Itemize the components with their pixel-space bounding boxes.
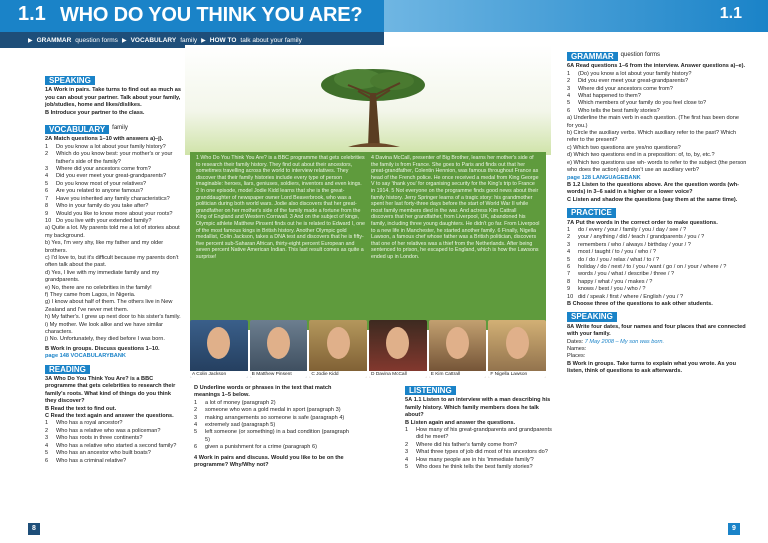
aim-vocab: VOCABULARY [130, 36, 177, 44]
list-item: b) Yes, I'm very shy, like my father and my older brothers. [45, 240, 164, 254]
q-6c-text: Listen and shadow the questions (say them at the same time). [572, 196, 738, 203]
page-number-right: 9 [728, 523, 740, 535]
vocabulary-bank-link[interactable]: page 148 VOCABULARYBANK [45, 353, 126, 360]
list-item: 3 What three types of job did most of his ancestors do? [405, 449, 548, 456]
list-item: 2 Did you ever meet your great-grandparents? [567, 78, 689, 85]
list-item: h) My father's. I grew up next door to his sister's family. [45, 314, 181, 321]
q-8a-text: Write four dates, four names and four places that are connected with your family. [567, 323, 746, 338]
unit-number: 1.1 [18, 3, 46, 25]
list-item: 9 Would you like to know more about your roots? [45, 210, 173, 217]
list-item: c) Which two questions are yes/no questions? [567, 144, 681, 151]
photo-kim-cattrall: E Kim Cattrall [429, 320, 487, 378]
article-column-2: 4 Davina McCall, presenter of Big Brother, learns her mother's side of the family is from France. She goes to Paris and finds out that her great-grandfather, Colentin Hennion, was famous throughout France as head of the French police. He once received a medal from King George V to say 'thank you' for organising security for the King's trip to France in 1914. 5 Not everyone on the programme finds good news about their family history. Jerry Springer learns of a tragic story: his grandmother spent her last forty-three days before the start of World War II while most family members died in the war. And actress Kim Cattrall discovers that her grandfather, from Liverpool, UK, abandoned his family, including three young daughters. He didn't go far. From Liverpool to a new life in Manchester, he started another family. 6 Finally, Nigella Lawson, a famous chef whose father was a British politician, discovers that one of her relatives was a thief from the Netherlands. After being sentenced to prison, he escaped to England, which is how the Lawsons ended up in London. [371, 155, 540, 260]
q-5b: B [405, 419, 410, 426]
language-bank-link[interactable]: page 128 LANGUAGEBANK [567, 174, 641, 181]
aim-vocab-sub: family [180, 36, 198, 44]
q-2b-text: Work in groups. Discuss questions 1–10. [50, 345, 160, 352]
list-item: d) Yes, I live with my immediate family and my grandparents. [45, 269, 160, 284]
q-6b-text: 1.2 Listen to the questions above. Are the question words (wh- words) in 3–6 said in a higher or a lower voice? [567, 181, 739, 196]
list-item: 2 Who has a relative who was a policeman? [45, 427, 161, 434]
title-banner-right [384, 0, 768, 32]
list-item: 10 Do you live with your extended family? [45, 217, 152, 224]
list-item: g) I know about half of them. The others live in New Zealand and I've never met them. [45, 299, 173, 313]
q-3a-text: Who Do You Think You Are? is a BBC programme that gets celebrities to research their family's roots. What kind of things do you think they discover? [45, 376, 176, 405]
page-title: WHO DO YOU THINK YOU ARE? [60, 4, 363, 26]
photo-colin-jackson: A Colin Jackson [190, 320, 248, 378]
list-item: 1 do / every / your / family / you / day / see / ? [567, 226, 687, 233]
list-item: 3 Where did your ancestors come from? [45, 166, 151, 173]
q-3c-text: Read the text again and answer the questions. [50, 413, 174, 420]
list-item: d) Which two questions end in a preposition: of, to, by, etc.? [567, 152, 715, 159]
aim-grammar-sub: question forms [75, 36, 118, 44]
q-3b: B [45, 405, 50, 412]
vocab-answer-list [45, 225, 183, 344]
article-text [190, 152, 546, 330]
list-item: 2 someone who won a gold medal in sport (paragraph 3) [194, 407, 341, 414]
list-item: 5 Do you know most of your relatives? [45, 180, 147, 187]
q-3d: D [194, 385, 199, 391]
q-1b: B [45, 109, 50, 116]
list-item: 1 Do you know a lot about your family history? [45, 143, 166, 150]
grammar-questions [567, 71, 747, 115]
list-item: 6 given a punishment for a crime (paragraph 6) [194, 444, 317, 451]
q-6b: B [567, 181, 572, 188]
list-item: 4 extremely sad (paragraph 5) [194, 422, 276, 429]
grammar-heading: GRAMMAR [567, 52, 618, 61]
family-tree-icon [318, 55, 428, 155]
q-6c: C [567, 196, 572, 203]
page-number-left: 8 [28, 523, 40, 535]
list-item: e) Which two questions use wh- words to refer to the subject (the person who does the action) and don't use an auxiliary verb? [567, 159, 747, 174]
photo-matthew-pinsent: B Matthew Pinsent [250, 320, 308, 378]
left-column [45, 72, 183, 465]
list-item: 1 (Do) you know a lot about your family history? [567, 70, 692, 77]
list-item: 4 How many people are in his 'immediate family'? [405, 456, 534, 463]
list-item: 2 Where did his father's family come from? [405, 441, 518, 448]
q-1a: 1A [45, 87, 53, 94]
grammar-sub: question forms [620, 52, 661, 58]
q-4: 4 [194, 454, 198, 461]
list-item: 1 How many of his great-grandparents and grandparents did he meet? [405, 427, 552, 441]
q-8a: 8A [567, 323, 575, 330]
q-2b: B [45, 345, 50, 352]
dates-label: Dates: [567, 338, 584, 345]
list-item: 1 a lot of money (paragraph 2) [194, 399, 276, 406]
q-3c: C [45, 413, 50, 420]
right-column [567, 48, 747, 376]
list-item: 7 Have you inherited any family characteristics? [45, 195, 170, 202]
reading-heading: READING [45, 365, 90, 374]
photo-jodie-kidd: C Jodie Kidd [309, 320, 367, 378]
q-2a: 2A [45, 136, 53, 143]
list-item: 2 Which do you know best: your mother's or your father's side of the family? [45, 151, 173, 165]
celebrity-photos [190, 320, 546, 378]
q-2a-text: Match questions 1–10 with answers a)–j). [53, 136, 164, 143]
list-item: 6 holiday / do / next / to / you / want / go / on / your / where / ? [567, 263, 727, 270]
list-item: 4 Did you ever meet your great-grandparents? [45, 173, 167, 180]
q-5a: 5A [405, 397, 413, 404]
practice-heading: PRACTICE [567, 208, 616, 217]
article-column-1: 1 Who Do You Think You Are? is a BBC programme that gets celebrities to research their family history. They find out about their ancestors, sometimes travelling across the world to interview relatives. They discover that their family histories include every type of person imaginable: heroes, liars, geniuses, soldiers, inventors and even kings. 2 In one episode, model Jodie Kidd learns that she is the great-granddaughter of newspaper owner Lord Beaverbrook, who was a politician during both world wars. Jodie also discovers that her great-grandfather on her mother's side of the family made a fortune from the King of England and Western Cornwall. 3 And on the subject of kings, Olympic athlete Matthew Pinsent finds out he is related to Edward I, one of the most famous kings in British history. Another Olympic gold medallist, Colin Jackson, takes a DNA test and discovers that he is fifty-five percent sub-Saharan African, thirty-eight percent European and seven percent Native American Indian. This last result comes as quite a surprise! [196, 155, 366, 260]
list-item: 8 Who in your family do you take after? [45, 203, 149, 210]
title-banner [0, 0, 384, 32]
q-5b-text: Listen again and answer the questions. [410, 419, 516, 426]
list-item: 6 Who tells the best family stories? [567, 107, 660, 114]
listening-questions [405, 427, 555, 471]
grammar-subtasks [567, 115, 747, 174]
q-1b-text: Introduce your partner to the class. [50, 109, 145, 116]
list-item: 3 remembers / who / always / birthday / your / ? [567, 241, 691, 248]
photo-davina-mccall: D Davina McCall [369, 320, 427, 378]
meanings-list [194, 400, 354, 452]
q-7b-text: Choose three of the questions to ask other students. [572, 301, 713, 307]
listening-heading: LISTENING [405, 386, 456, 395]
aim-howto: HOW TO [209, 36, 237, 44]
q-7b: B [567, 301, 572, 307]
triangle-icon: ▶ [28, 37, 33, 44]
list-item: 3 Where did your ancestors come from? [567, 85, 673, 92]
list-item: 9 knows / best / you / who / ? [567, 286, 646, 293]
q-3d-text: Underline words or phrases in the text that match meanings 1–5 below. [194, 385, 332, 399]
list-item: 5 Which members of your family do you feel close to? [567, 100, 707, 107]
speaking2-heading: SPEAKING [567, 312, 617, 321]
dates-example: 7 May 2008 – My son was born. [584, 338, 665, 345]
vocab-task-column [194, 385, 354, 469]
q-7a-text: Put the words in the correct order to make questions. [575, 219, 718, 226]
reading-questions [45, 420, 183, 464]
names-label: Names: [567, 346, 587, 353]
vocabulary-sub: family [112, 125, 128, 132]
places-label: Places: [567, 353, 586, 360]
q-4-text: Work in pairs and discuss. Would you like to be on the programme? Why/Why not? [194, 454, 344, 469]
vocab-question-list [45, 144, 183, 225]
list-item: 5 Who does he think tells the best family stories? [405, 464, 533, 471]
list-item: i) My mother. We look alike and we have similar characters. [45, 321, 164, 335]
list-item: 4 Who has a relative who started a second family? [45, 442, 177, 449]
list-item: 4 most / taught / to / you / who / ? [567, 249, 657, 256]
vocabulary-heading: VOCABULARY [45, 125, 109, 134]
list-item: 2 your / anything / did / teach / grandparents / you / ? [567, 234, 705, 241]
list-item: 5 Who has an ancestor who built boats? [45, 450, 151, 457]
q-3b-text: Read the text to find out. [50, 405, 117, 412]
aim-howto-sub: talk about your family [240, 36, 302, 44]
listening-column [405, 382, 555, 471]
list-item: 5 left someone (or something) in a bad condition (paragraph 5) [194, 429, 349, 443]
practice-list [567, 227, 747, 301]
list-item: 3 Who has roots in three continents? [45, 435, 143, 442]
list-item: b) Circle the auxiliary verbs. Which auxiliary refer to the past? Which refer to the present? [567, 130, 737, 144]
list-item: 4 What happened to them? [567, 93, 641, 100]
q-5a-text: 1.1 Listen to an interview with a man describing his family history. Which family members does he talk about? [405, 397, 551, 419]
q-3a: 3A [45, 376, 53, 383]
list-item: 10 did / speak / first / where / English / you / ? [567, 293, 684, 300]
list-item: 3 making arrangements so someone is safe (paragraph 4) [194, 414, 345, 421]
unit-number-right: 1.1 [719, 5, 742, 22]
photo-nigella-lawson: F Nigella Lawson [488, 320, 546, 378]
list-item: f) They came from Lagos, in Nigeria. [45, 291, 136, 298]
triangle-icon: ▶ [201, 37, 206, 44]
q-7a: 7A [567, 219, 575, 226]
q-8b: B [567, 360, 572, 367]
list-item: 8 happy / what / you / makes / ? [567, 278, 653, 285]
q-6a: 6A [567, 63, 575, 70]
list-item: a) Quite a lot. My parents told me a lot of stories about my background. [45, 225, 180, 239]
list-item: 1 Who has a royal ancestor? [45, 420, 123, 427]
q-1a-text: Work in pairs. Take turns to find out as much as you can about your partner. Talk about your family, job/studies, home and likes/dislikes. [45, 87, 181, 109]
q-8b-text: Work in groups. Take turns to explain what you wrote. As you listen, think of questions to ask afterwards. [567, 360, 736, 375]
speaking-heading: SPEAKING [45, 76, 95, 85]
list-item: 6 Who has a criminal relative? [45, 457, 127, 464]
aim-grammar: GRAMMAR [36, 36, 72, 44]
list-item: 6 Are you related to anyone famous? [45, 188, 144, 195]
list-item: e) No, there are no celebrities in the family! [45, 284, 152, 291]
list-item: 5 do / do / you / relax / what / to / ? [567, 256, 660, 263]
list-item: a) Underline the main verb in each question. (The first has been done for you.) [567, 115, 739, 129]
triangle-icon: ▶ [121, 37, 127, 44]
list-item: j) No. Unfortunately, they died before I was born. [45, 336, 165, 343]
q-6a-text: Read questions 1–6 from the interview. Answer questions a)–e). [575, 63, 746, 70]
list-item: c) I'd love to, but it's difficult because my parents don't often talk about the past. [45, 254, 179, 269]
list-item: 7 words / you / what / describe / three / ? [567, 271, 675, 278]
